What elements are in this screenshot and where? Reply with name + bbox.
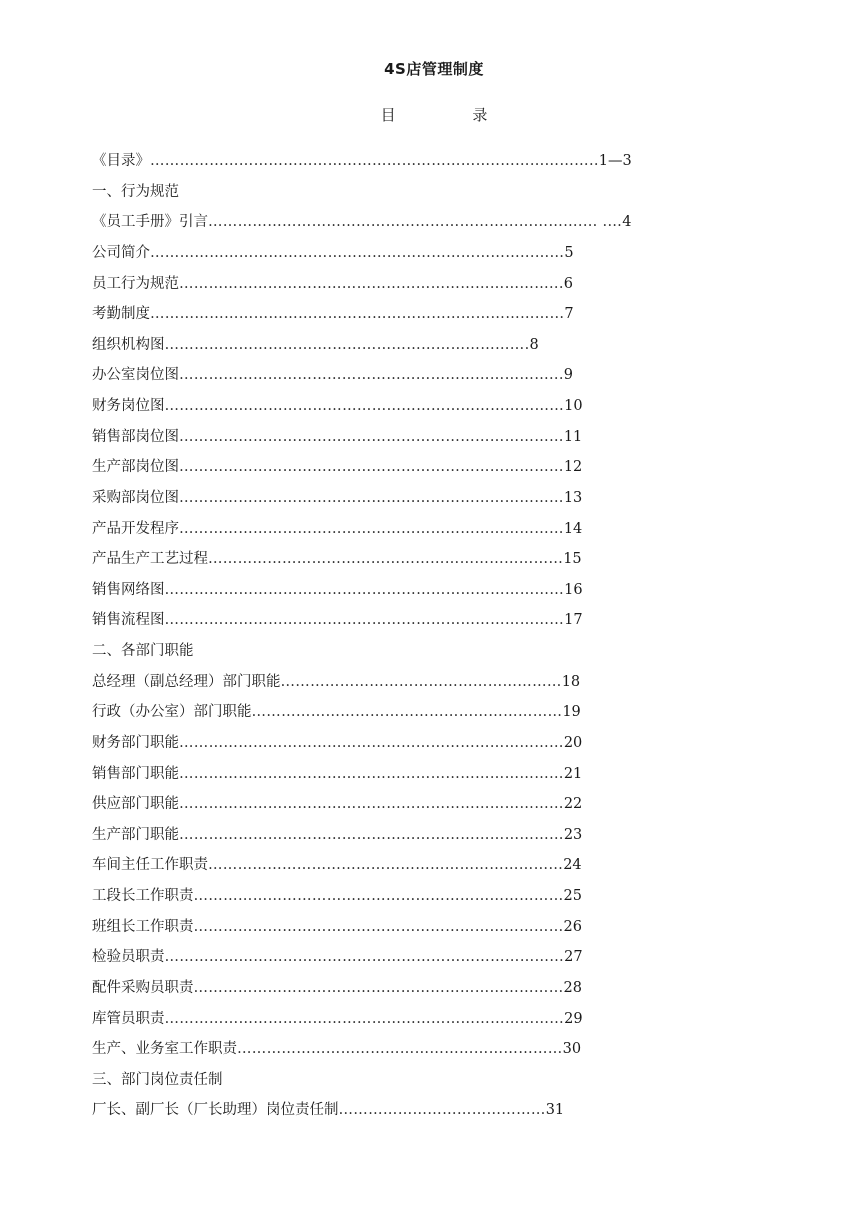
toc-dot-leader: …………………………………… [338, 1102, 546, 1119]
toc-page-number: 10 [564, 398, 583, 414]
toc-section-heading [92, 1065, 652, 1096]
toc-entry-title: 库管员职责 [92, 1010, 165, 1027]
toc-entry-title: 销售流程图 [92, 612, 165, 629]
toc-entry-title: 销售部门职能 [92, 765, 179, 782]
toc-dot-leader: …………………………………………………………………… [179, 520, 564, 537]
toc-dot-leader: ……………………………………………………………………… [164, 398, 565, 414]
toc-page-number: 5 [564, 244, 574, 261]
toc-dot-leader: ……………………………………………………………………… [164, 581, 565, 598]
toc-dot-leader: ……………………………………………………………………… [164, 612, 565, 629]
toc-page-number: 31 [545, 1102, 565, 1119]
toc-dot-leader: …………………………………………………………………… [179, 765, 564, 782]
toc-entry[interactable] [92, 973, 652, 1004]
toc-page-number: 6 [563, 275, 573, 292]
toc-entry-title: 产品生产工艺过程 [92, 551, 208, 568]
toc-dot-leader: ……………………………………………………… [251, 704, 563, 721]
toc-entry[interactable] [92, 1004, 652, 1035]
toc-dot-leader: ……………………………………………………………………… [164, 1010, 565, 1027]
toc-page-number: 22 [563, 796, 583, 813]
toc-dot-leader: …………………………….…………………………………. [164, 336, 530, 353]
toc-page-number: 4 [622, 214, 632, 231]
toc-page-number: 13 [563, 489, 583, 506]
toc-entry-title: 生产部门职能 [92, 826, 179, 843]
toc-entry-title: 《目录》 [92, 153, 150, 169]
toc-entry-title: 组织机构图 [92, 336, 165, 353]
toc-entry-title: 二、各部门职能 [92, 643, 194, 659]
toc-entry-title: 一、行为规范 [92, 183, 179, 200]
toc-heading: 目 录 [380, 106, 524, 124]
toc-page-number: 19 [562, 704, 581, 721]
toc-entry-title: 办公室岗位图 [92, 367, 179, 384]
toc-page-number: 11 [563, 428, 583, 445]
toc-entry-title: 员工行为规范 [92, 275, 179, 292]
toc-dot-leader: ………………………………………………………………… [193, 888, 564, 904]
toc-page-number: 20 [563, 734, 583, 751]
toc-entry-title: 公司简介 [92, 244, 150, 261]
toc-entry[interactable] [92, 697, 652, 728]
toc-page-number: 24 [563, 857, 582, 874]
toc-dot-leader: …………………………………………………………………... [179, 275, 564, 292]
toc-entry-title: 车间主任工作职责 [92, 857, 208, 874]
toc-entry[interactable] [92, 514, 652, 545]
toc-page-number: 25 [563, 888, 582, 904]
toc-page-number: 9 [563, 367, 573, 384]
toc-page-number: 28 [563, 979, 582, 996]
toc-dot-leader: …………………………………………………………………... [179, 367, 564, 384]
toc-entry-title: 《员工手册》引言 [92, 214, 208, 231]
toc-page-number: 27 [564, 949, 583, 966]
toc-dot-leader: …………………………………………………………………… [179, 428, 564, 445]
toc-entry[interactable] [92, 391, 652, 422]
toc-entry[interactable] [92, 207, 652, 238]
toc-page-number: 14 [563, 520, 583, 537]
toc-entry-title: 检验员职责 [92, 949, 165, 966]
toc-entry-title: 行政（办公室）部门职能 [92, 704, 252, 721]
toc-page-number: 7 [564, 306, 574, 323]
toc-dot-leader: ……………………………………………………………………… [164, 949, 565, 966]
toc-entry[interactable] [92, 330, 652, 361]
toc-page-number: 23 [563, 826, 583, 843]
toc-dot-leader: ………………………………………………………… [237, 1041, 563, 1058]
toc-entry[interactable] [92, 1095, 652, 1126]
toc-page-number: 30 [562, 1041, 582, 1058]
toc-entry-title: 销售网络图 [92, 581, 165, 598]
toc-page-number: 8 [529, 336, 539, 353]
toc-entry[interactable] [92, 360, 652, 391]
toc-page-number: 1—3 [598, 153, 632, 169]
toc-entry-title: 三、部门岗位责任制 [92, 1071, 223, 1088]
toc-page-number: 21 [563, 765, 583, 782]
toc-entry[interactable] [92, 544, 652, 575]
toc-page-number: 29 [564, 1010, 583, 1027]
toc-page-number: 26 [563, 918, 582, 935]
toc-dot-leader: …………………………………………………………………… [179, 459, 564, 476]
toc-entry[interactable] [92, 146, 652, 177]
toc-entry-title: 产品开发程序 [92, 520, 179, 537]
toc-entry-title: 厂长、副厂长（厂长助理）岗位责任制 [92, 1102, 339, 1119]
toc-page-number: 16 [564, 581, 583, 598]
toc-entry-title: 考勤制度 [92, 306, 150, 323]
toc-entry[interactable] [92, 483, 652, 514]
toc-page-number: 12 [563, 459, 583, 476]
toc-entry[interactable] [92, 850, 652, 881]
toc-entry[interactable] [92, 299, 652, 330]
toc-entry[interactable] [92, 912, 652, 943]
toc-entry-title: 班组长工作职责 [92, 918, 194, 935]
toc-entry[interactable] [92, 238, 652, 269]
toc-entry[interactable] [92, 881, 652, 912]
toc-entry[interactable] [92, 789, 652, 820]
toc-dot-leader: ……………………………………………………………… [208, 551, 564, 568]
toc-dot-leader: …………………………………………………………………… [179, 489, 564, 506]
toc-dot-leader: ………………………………………………………………… [193, 979, 564, 996]
toc-dot-leader: …………………………………………………………………… [179, 796, 564, 813]
toc-page-number: 17 [564, 612, 583, 629]
toc-entry[interactable] [92, 452, 652, 483]
toc-entry-title: 生产、业务室工作职责 [92, 1041, 237, 1058]
toc-entry-title: 财务岗位图 [92, 398, 165, 414]
toc-entry[interactable] [92, 667, 652, 698]
toc-section-heading [92, 636, 652, 667]
toc-entry-title: 供应部门职能 [92, 796, 179, 813]
toc-dot-leader: ………………………………………………………………………... [150, 306, 565, 323]
toc-dot-leader: ……………………………………………………………… [208, 857, 564, 874]
toc-entry-title: 财务部门职能 [92, 734, 179, 751]
toc-entry[interactable] [92, 269, 652, 300]
toc-section-heading [92, 177, 652, 208]
toc-dot-leader: …………………………………………………………………… [179, 826, 564, 843]
toc-dot-leader: ………………………………………………………………… [193, 918, 564, 935]
toc-entry[interactable] [92, 1034, 652, 1065]
toc-dot-leader: ……………………………………………………...………….... .… [208, 214, 623, 231]
toc-page-number: 15 [563, 551, 582, 568]
toc-entry[interactable] [92, 605, 652, 636]
table-of-contents [92, 146, 652, 1126]
toc-page-number: 18 [561, 673, 581, 690]
toc-entry[interactable] [92, 728, 652, 759]
toc-dot-leader: …………………………………………………………………...…… [150, 244, 565, 261]
toc-entry-title: 总经理（副总经理）部门职能 [92, 673, 281, 690]
toc-entry-title: 采购部岗位图 [92, 489, 179, 506]
toc-dot-leader: …………………………………………………………………… [179, 734, 564, 751]
toc-entry-title: 工段长工作职责 [92, 888, 194, 904]
toc-entry[interactable] [92, 759, 652, 790]
toc-entry[interactable] [92, 942, 652, 973]
toc-entry-title: 生产部岗位图 [92, 459, 179, 476]
toc-entry[interactable] [92, 575, 652, 606]
toc-entry[interactable] [92, 820, 652, 851]
toc-dot-leader: ………………………………………………… [280, 673, 562, 690]
toc-entry-title: 销售部岗位图 [92, 428, 179, 445]
toc-dot-leader: ……………………………………………………………..……...……….. [150, 153, 599, 169]
toc-entry[interactable] [92, 422, 652, 453]
document-title: 4S店管理制度 [384, 60, 484, 78]
toc-entry-title: 配件采购员职责 [92, 979, 194, 996]
